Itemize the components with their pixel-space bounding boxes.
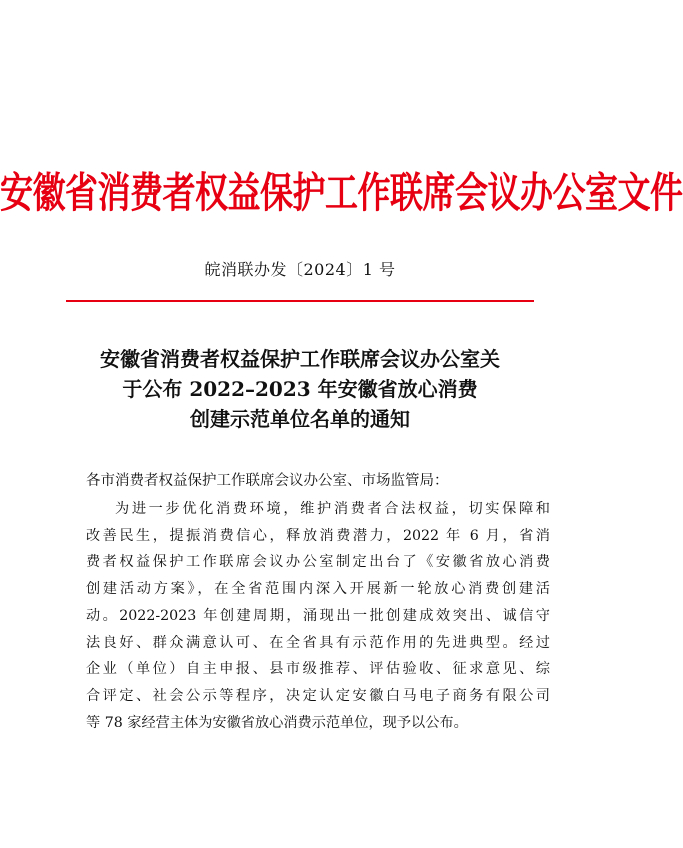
title-line-1: 安徽省消费者权益保护工作联席会议办公室关 [100, 347, 500, 371]
body-line: 合评定、社会公示等程序，决定认定安徽白马电子商务有限公司 [86, 687, 550, 704]
body-line: 创建活动方案》，在全省范围内深入开展新一轮放心消费创建活 [86, 581, 550, 598]
title-line-3: 创建示范单位名单的通知 [190, 407, 410, 431]
body-line: 等 78 家经营主体为安徽省放心消费示范单位，现予以公布。 [86, 714, 468, 731]
body-line: 法良好、群众满意认可、在全省具有示范作用的先进典型。经过 [86, 634, 550, 651]
body-line: 费者权益保护工作联席会议办公室制定出台了《安徽省放心消费 [86, 554, 550, 571]
addressee-line: 各市消费者权益保护工作联席会议办公室、市场监管局： [86, 473, 449, 489]
document-number: 皖消联办发〔2024〕1 号 [204, 260, 396, 279]
body-line: 动。2022-2023 年创建周期，涌现出一批创建成效突出、诚信守 [86, 607, 550, 624]
body-line: 改善民生，提振消费信心，释放消费潜力，2022 年 6 月，省消 [86, 527, 550, 544]
red-divider-rule [66, 300, 534, 302]
body-line: 为进一步优化消费环境，维护消费者合法权益，切实保障和 [115, 501, 550, 517]
document-title [60, 344, 540, 434]
document-masthead: 安徽省消费者权益保护工作联席会议办公室文件 [0, 168, 683, 217]
body-paragraph [86, 496, 550, 736]
body-line: 企业（单位）自主申报、县市级推荐、评估验收、征求意见、综 [86, 661, 550, 678]
title-line-2: 于公布 2022–2023 年安徽省放心消费 [122, 377, 478, 401]
